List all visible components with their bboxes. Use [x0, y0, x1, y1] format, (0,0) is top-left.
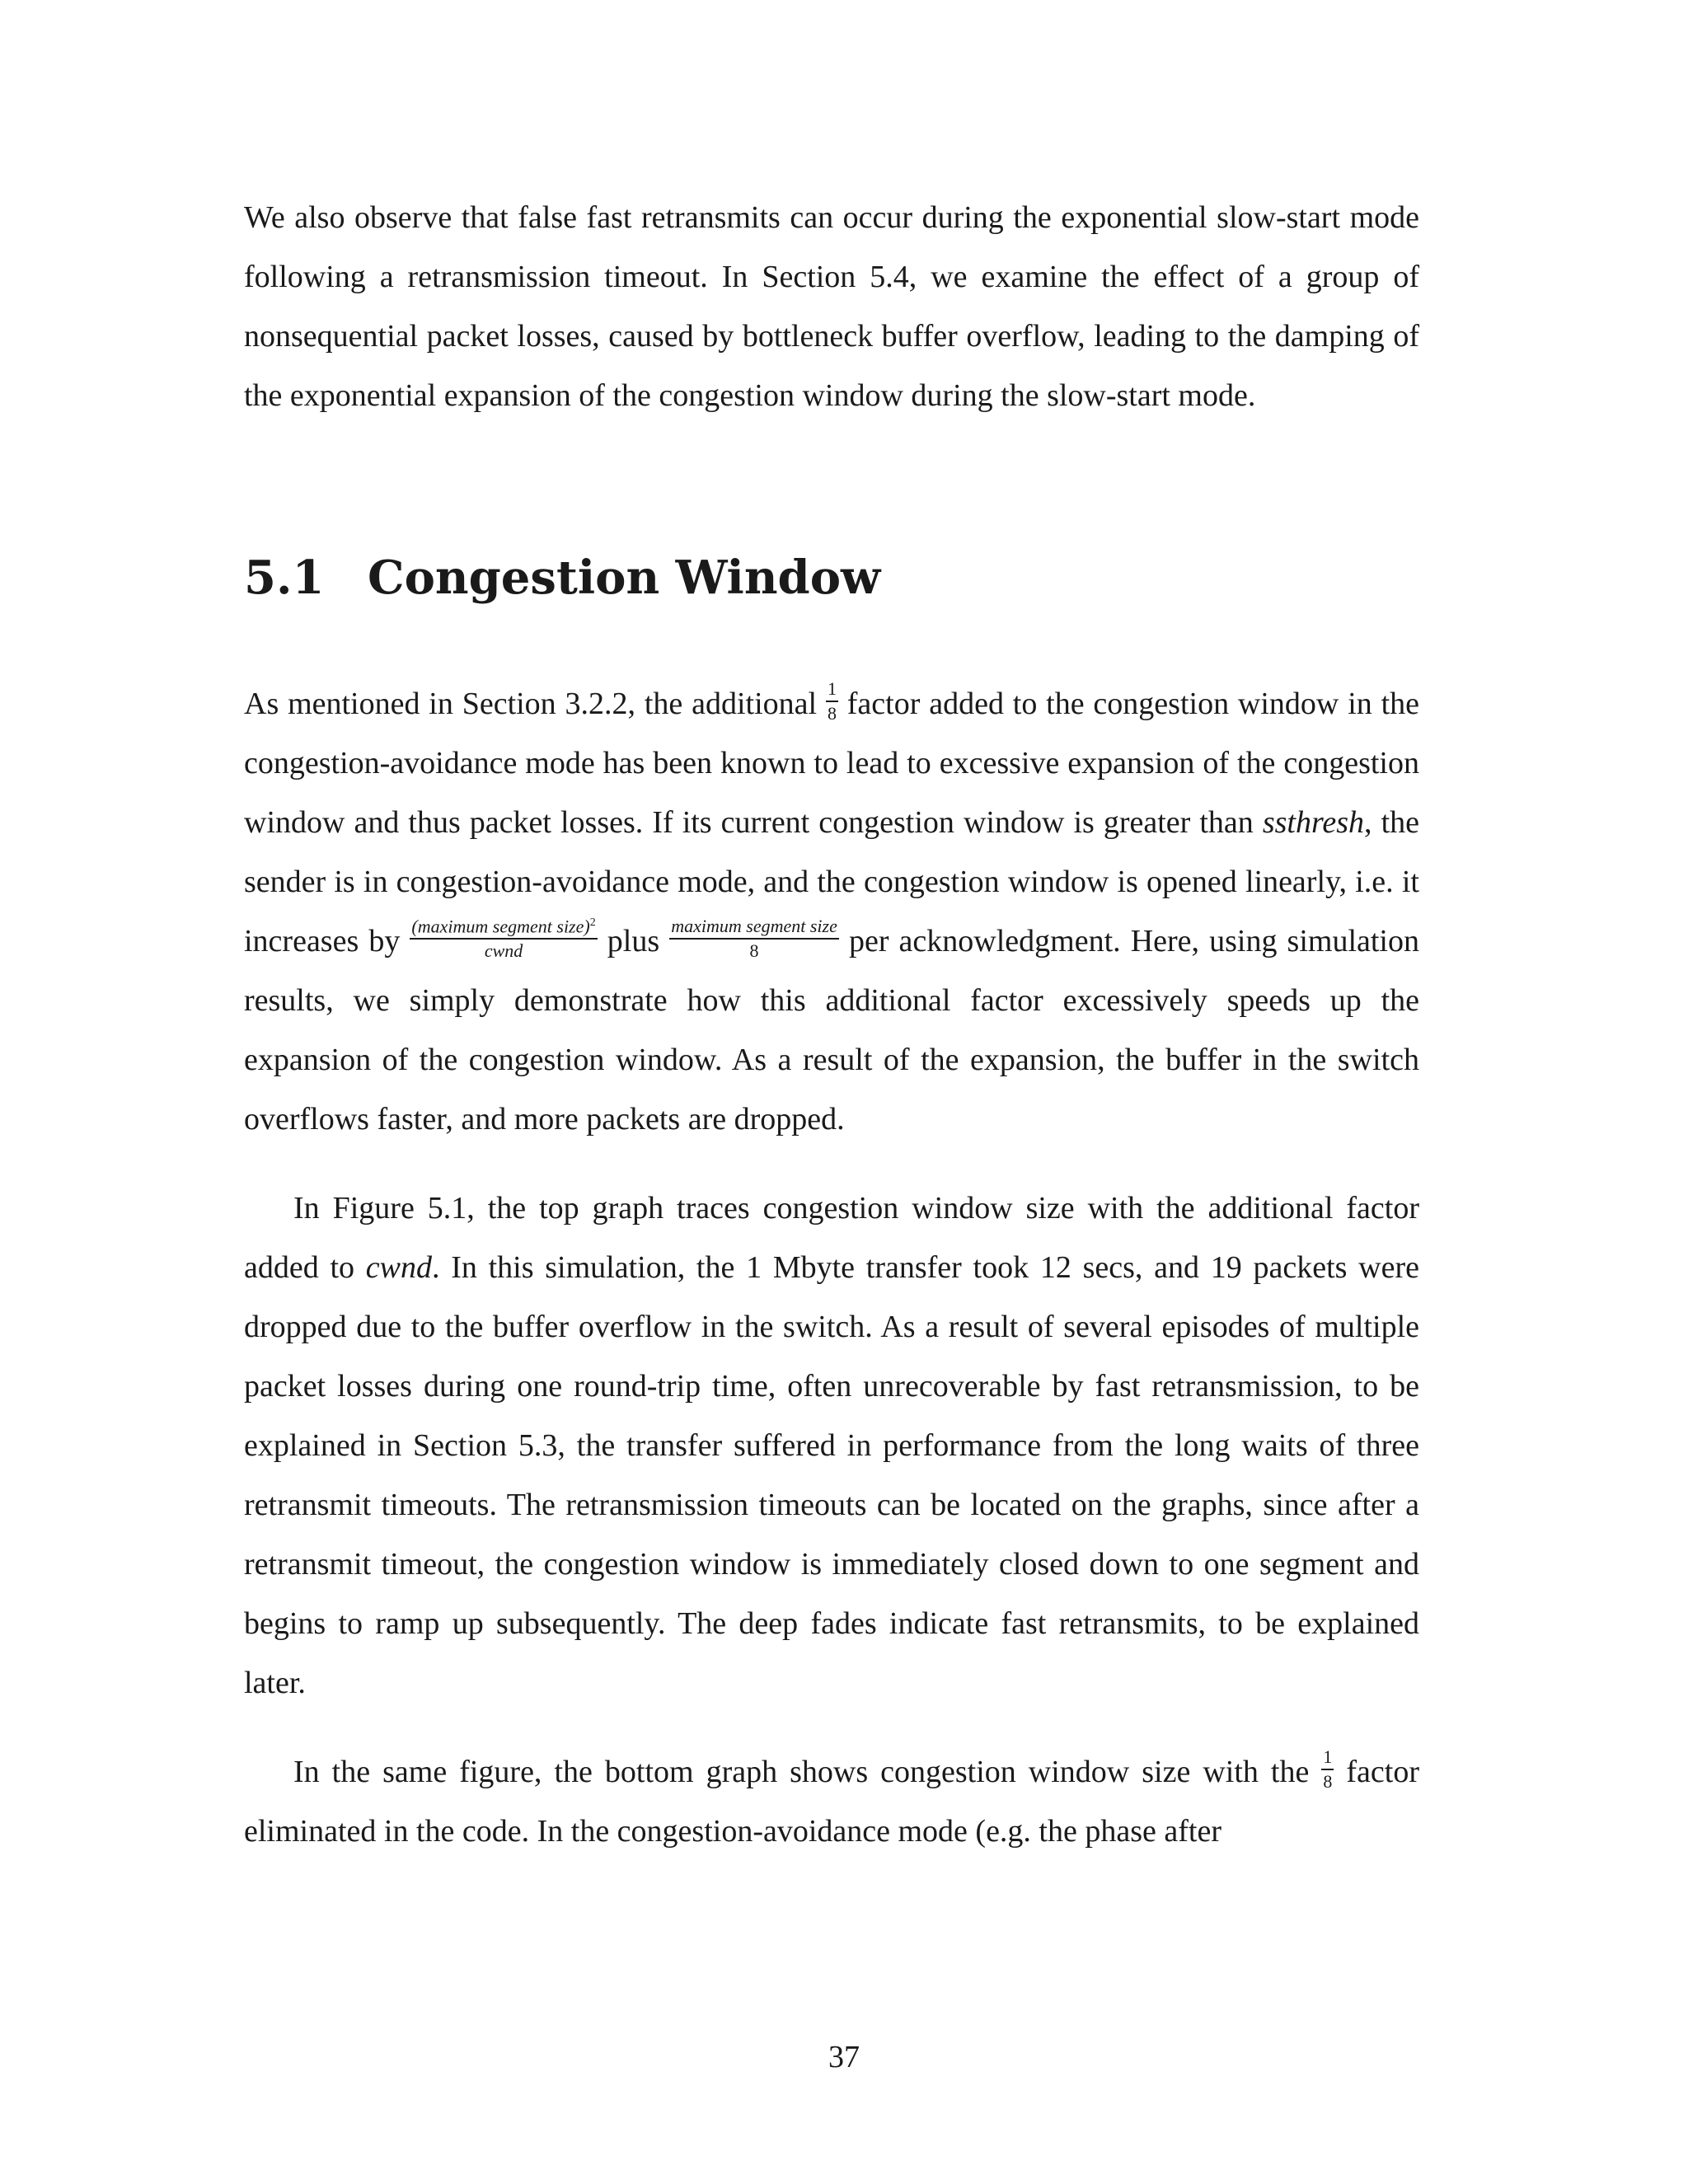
- paragraph-congestion-window: [244, 674, 1419, 1149]
- formula-mss-squared-over-cwnd: [410, 917, 597, 960]
- text-run: factor added to the congestion window in the congestion-avoidance mode has been known to lead to excessive expansion of the congestion window and thus packet losses. If its current congestion window is greater than: [244, 687, 1420, 840]
- section-number: 5.1: [244, 551, 325, 605]
- fraction-numerator: 1: [1321, 1748, 1334, 1770]
- formula-mss-over-eight: [669, 917, 839, 960]
- text-run: In Figure 5.1, the top graph traces congestion window size with the additional factor added to: [244, 1191, 1419, 1285]
- page-number: 37: [828, 2040, 860, 2074]
- fraction-one-eighth: [1321, 1748, 1334, 1791]
- page-content: [244, 188, 1419, 1861]
- fraction-denominator: 8: [1323, 1771, 1333, 1793]
- text-run: As mentioned in Section 3.2.2, the additional: [244, 687, 826, 721]
- section-heading: [244, 541, 1419, 615]
- text-run: In the same figure, the bottom graph shows congestion window size with the: [293, 1755, 1322, 1789]
- section-title: Congestion Window: [368, 551, 881, 605]
- paragraph-figure-bottom-graph: [244, 1742, 1419, 1861]
- text-run: , the sender is in congestion-avoidance mode, and the congestion window is opened linearly, i.e. it increases by: [244, 805, 1419, 958]
- paragraph-figure-top-graph: [244, 1179, 1419, 1713]
- text-run: factor eliminated in the code. In the congestion-avoidance mode (e.g. the phase after: [244, 1755, 1419, 1849]
- text-run: . In this simulation, the 1 Mbyte transfer took 12 secs, and 19 packets were dropped due to the buffer overflow in the switch. As a result of several episodes of multiple packet losses during one round-trip time, often unrecoverable by fast retransmission, to be explained in Section 5.3, the transfer suffered in performance from the long waits of three retransmit timeouts. The retransmission timeouts can be located on the graphs, since after a retransmit timeout, the congestion window is immediately closed down to one segment and begins to ramp up subsequently. The deep fades indicate fast retransmits, to be explained later.: [244, 1250, 1419, 1700]
- formula-denominator: cwnd: [484, 940, 523, 962]
- formula-numerator: maximum segment size: [669, 917, 839, 940]
- formula-denominator: 8: [749, 940, 759, 962]
- fraction-numerator: 1: [826, 680, 838, 702]
- formula-exponent: 2: [589, 916, 596, 930]
- cwnd-term: cwnd: [365, 1250, 432, 1285]
- text-run: plus: [597, 924, 670, 958]
- paragraph-intro: We also observe that false fast retransmits can occur during the exponential slow-start mode following a retransmission timeout. In Section 5.4, we examine the effect of a group of nonsequential packet losses, caused by bottleneck buffer overflow, leading to the damping of the exponential expansion of the congestion window during the slow-start mode.: [244, 200, 1419, 413]
- fraction-one-eighth: [826, 680, 838, 723]
- ssthresh-term: ssthresh: [1262, 805, 1365, 840]
- text-run: per acknowledgment. Here, using simulation results, we simply demonstrate how this additional factor excessively speeds up the expansion of the congestion window. As a result of the expansion, the buffer in the switch overflows faster, and more packets are dropped.: [244, 924, 1419, 1137]
- formula-numerator-text: (maximum segment size): [411, 916, 590, 937]
- formula-numerator: [410, 917, 597, 940]
- fraction-denominator: 8: [827, 703, 837, 724]
